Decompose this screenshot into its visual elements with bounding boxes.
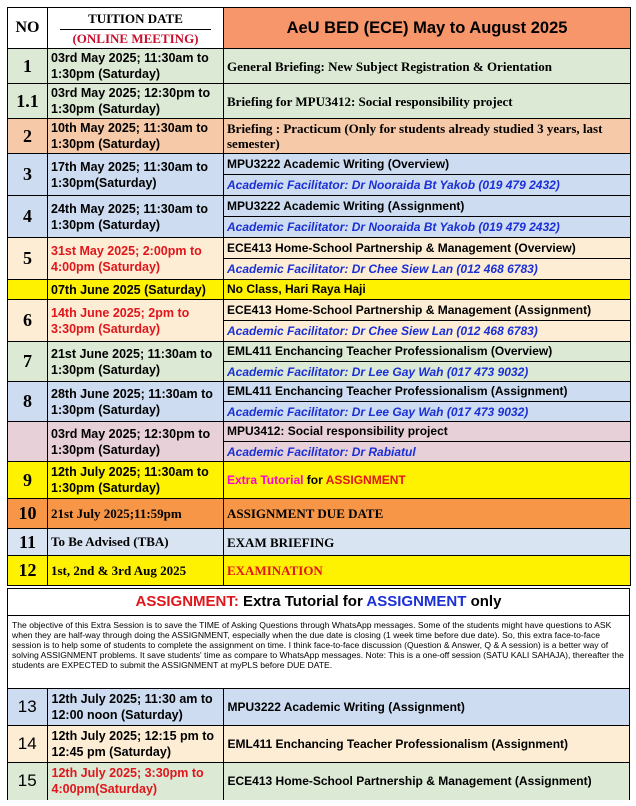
row-date: 28th June 2025; 11:30am to 1:30pm (Saturday): [48, 382, 224, 422]
row-description: EML411 Enchancing Teacher Professionalism (Assignment): [223, 726, 629, 763]
table-row: [8, 119, 631, 154]
row-facilitator: Academic Facilitator: Dr Nooraida Bt Yakob (019 479 2432): [224, 175, 631, 196]
row-description: MPU3222 Academic Writing (Overview): [224, 154, 631, 175]
table-row: [8, 499, 631, 529]
row-date: 03rd May 2025; 12:30pm to 1:30pm (Saturday): [48, 84, 224, 119]
row-description: General Briefing: New Subject Registration & Orientation: [224, 49, 631, 84]
row-number: 7: [8, 342, 48, 382]
page-title: AeU BED (ECE) May to August 2025: [224, 8, 631, 49]
row-date: 24th May 2025; 11:30am to 1:30pm (Saturday): [48, 196, 224, 238]
extra-tutorial-title: [8, 589, 629, 615]
extra-tutorial-text: Extra Tutorial: [227, 472, 304, 487]
row-number: 11: [8, 529, 48, 556]
row-number: 2: [8, 119, 48, 154]
title-middle: Extra Tutorial for: [238, 593, 367, 610]
row-number: 13: [8, 689, 47, 726]
title-assignment-label: ASSIGNMENT:: [135, 593, 239, 610]
date-header: [48, 8, 224, 49]
row-date: To Be Advised (TBA): [48, 529, 224, 556]
table-row: [8, 49, 631, 84]
date-header-sub: (ONLINE MEETING): [60, 29, 211, 47]
table-row: [8, 382, 631, 402]
table-row: [8, 462, 631, 499]
row-number: 1.1: [8, 84, 48, 119]
row-description: ECE413 Home-School Partnership & Management (Overview): [224, 238, 631, 259]
extra-schedule-table: [8, 688, 629, 800]
row-facilitator: Academic Facilitator: Dr Chee Siew Lan (012 468 6783): [224, 259, 631, 280]
title-assignment-word: ASSIGNMENT: [366, 593, 467, 610]
row-date: 03rd May 2025; 11:30am to 1:30pm (Saturday): [48, 49, 224, 84]
row-description: [224, 462, 631, 499]
no-header: NO: [8, 8, 48, 49]
table-row: [8, 196, 631, 217]
row-number: 14: [8, 726, 47, 763]
row-date: 21st June 2025; 11:30am to 1:30pm (Saturday): [48, 342, 224, 382]
row-facilitator: Academic Facilitator: Dr Rabiatul: [224, 442, 631, 462]
row-number: [8, 422, 48, 462]
table-row: [8, 529, 631, 556]
row-date: 12th July 2025; 12:15 pm to 12:45 pm (Saturday): [47, 726, 223, 763]
table-row: [8, 726, 629, 763]
table-row: [8, 556, 631, 586]
schedule-table: [7, 7, 631, 586]
header-row: [8, 8, 631, 49]
row-description: Briefing for MPU3412: Social responsibility project: [224, 84, 631, 119]
row-date: 07th June 2025 (Saturday): [48, 280, 224, 300]
row-description: MPU3222 Academic Writing (Assignment): [223, 689, 629, 726]
row-number: 5: [8, 238, 48, 280]
row-date: 12th July 2025; 3:30pm to 4:00pm(Saturday): [47, 763, 223, 800]
row-number: 9: [8, 462, 48, 499]
row-description: EXAMINATION: [224, 556, 631, 586]
row-number: [8, 280, 48, 300]
for-text: for: [303, 472, 326, 487]
row-description: EXAM BRIEFING: [224, 529, 631, 556]
row-facilitator: Academic Facilitator: Dr Nooraida Bt Yakob (019 479 2432): [224, 217, 631, 238]
extra-tutorial-box: [7, 588, 630, 800]
row-number: 12: [8, 556, 48, 586]
table-row: [8, 238, 631, 259]
row-date: 21st July 2025;11:59pm: [48, 499, 224, 529]
row-date: 1st, 2nd & 3rd Aug 2025: [48, 556, 224, 586]
row-description: MPU3412: Social responsibility project: [224, 422, 631, 442]
row-number: 3: [8, 154, 48, 196]
assignment-text: ASSIGNMENT: [325, 472, 406, 487]
row-date: 10th May 2025; 11:30am to 1:30pm (Saturday): [48, 119, 224, 154]
row-number: 10: [8, 499, 48, 529]
title-end: only: [466, 593, 502, 610]
row-description: Briefing : Practicum (Only for students already studied 3 years, last semester): [224, 119, 631, 154]
row-description: EML411 Enchancing Teacher Professionalism (Overview): [224, 342, 631, 362]
row-description: No Class, Hari Raya Haji: [224, 280, 631, 300]
table-row: [8, 422, 631, 442]
row-number: 8: [8, 382, 48, 422]
table-row: [8, 280, 631, 300]
table-row: [8, 84, 631, 119]
row-description: ECE413 Home-School Partnership & Management (Assignment): [223, 763, 629, 800]
table-row: [8, 342, 631, 362]
table-row: [8, 763, 629, 800]
date-header-label: TUITION DATE: [88, 10, 183, 26]
table-row: [8, 689, 629, 726]
row-facilitator: Academic Facilitator: Dr Lee Gay Wah (017 473 9032): [224, 402, 631, 422]
row-date: 03rd May 2025; 12:30pm to 1:30pm (Saturday): [48, 422, 224, 462]
table-row: [8, 300, 631, 321]
row-date: 17th May 2025; 11:30am to 1:30pm(Saturday): [48, 154, 224, 196]
row-date: 12th July 2025; 11:30 am to 12:00 noon (Saturday): [47, 689, 223, 726]
row-facilitator: Academic Facilitator: Dr Chee Siew Lan (012 468 6783): [224, 321, 631, 342]
row-date: 12th July 2025; 11:30am to 1:30pm (Saturday): [48, 462, 224, 499]
row-number: 15: [8, 763, 47, 800]
extra-tutorial-paragraph: The objective of this Extra Session is to save the TIME of Asking Questions through WhatsApp messages. Some of the students might have questions to ASK when they are half-way through doing the ASSIGNMENT, especially when the due date is closing (1 week time before due date). So, this extra face-to-face session is to help some of students to complete the assignment on time. I think face-to-face discussion (Question & Answer, Q & A session) is a better way of solving ASSIGNMENT problems. It save students' time as compare to WhatsApp messages. Note: This is a one-off session (SATU KALI SAHAJA), thereafter the students are EXPECTED to submit the ASSIGNMENT at myPLS before DUE DATE.: [8, 615, 629, 688]
row-number: 6: [8, 300, 48, 342]
row-description: ASSIGNMENT DUE DATE: [224, 499, 631, 529]
row-description: ECE413 Home-School Partnership & Management (Assignment): [224, 300, 631, 321]
row-number: 4: [8, 196, 48, 238]
row-description: MPU3222 Academic Writing (Assignment): [224, 196, 631, 217]
row-description: EML411 Enchancing Teacher Professionalism (Assignment): [224, 382, 631, 402]
row-facilitator: Academic Facilitator: Dr Lee Gay Wah (017 473 9032): [224, 362, 631, 382]
row-date: 31st May 2025; 2:00pm to 4:00pm (Saturday): [48, 238, 224, 280]
row-date: 14th June 2025; 2pm to 3:30pm (Saturday): [48, 300, 224, 342]
row-number: 1: [8, 49, 48, 84]
table-row: [8, 154, 631, 175]
